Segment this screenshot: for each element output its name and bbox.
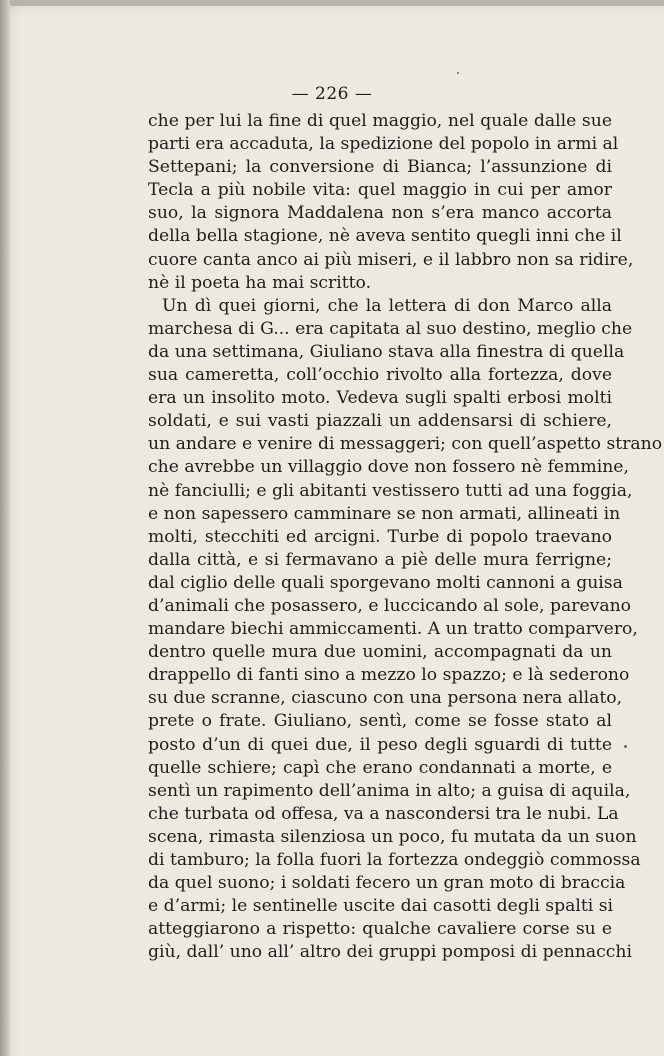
text-line: marchesa di G... era capitata al suo destino, meglio che [148,318,633,339]
text-line: era un insolito moto. Vedeva sugli spalti erbosi molti [148,388,612,409]
text-line: e d’armi; le sentinelle uscite dai casotti degli spalti si [148,896,614,917]
text-line: Settepani; la conversione di Bianca; l’assunzione di [148,157,612,178]
text-line: Tecla a più nobile vita: quel maggio in cui per amor [148,180,612,201]
text-line: giù, dall’ uno all’ altro dei gruppi pomposi di pennacchi [148,942,632,963]
text-line: sentì un rapimento dell’anima in alto; a guisa di aquila, [148,780,631,801]
text-line: Un dì quei giorni, che la lettera di don Marco alla [162,295,612,316]
text-line: d’animali che posassero, e luccicando al sole, parevano [148,595,632,616]
page-top-shadow [0,0,664,6]
text-line: molti, stecchiti ed arcigni. Turbe di popolo traevano [148,526,612,547]
text-line: da quel suono; i soldati fecero un gran moto di braccia [148,873,626,894]
text-line: posto d’un di quei due, il peso degli sguardi di tutte [148,734,612,755]
text-line: nè fanciulli; e gli abitanti vestissero tutti ad una foggia, [148,480,633,501]
text-line: della bella stagione, nè aveva sentito quegli inni che il [148,226,622,247]
text-line: dal ciglio delle quali sporgevano molti cannoni a guisa [148,572,623,593]
text-line: su due scranne, ciascuno con una persona nera allato, [148,688,623,709]
text-line: che turbata od offesa, va a nascondersi tra le nubi. La [148,803,619,824]
text-line: prete o frate. Giuliano, sentì, come se fosse stato al [148,711,612,732]
text-line: parti era accaduta, la spedizione del popolo in armi al [148,134,619,155]
text-line: scena, rimasta silenziosa un poco, fu mutata da un suon [148,826,637,847]
text-line: e non sapessero camminare se non armati, allineati in [148,503,621,524]
text-line: nè il poeta ha mai scritto. [148,272,372,293]
text-line: di tamburo; la folla fuori la fortezza ondeggiò commossa [148,850,641,870]
text-line: cuore canta anco ai più miseri, e il labbro non sa ridire, [148,249,634,270]
text-line: che per lui la fine di quel maggio, nel quale dalle sue [148,111,612,131]
text-line: mandare biechi ammiccamenti. A un tratto comparvero, [148,619,638,640]
text-line: dalla città, e si fermavano a piè delle mura ferrigne; [148,549,612,570]
page-binding-shadow [0,0,10,1056]
text-line: suo, la signora Maddalena non s’era manco accorta [148,203,612,224]
text-line: soldati, e sui vasti piazzali un addensarsi di schiere, [148,411,612,432]
text-line: quelle schiere; capì che erano condannati a morte, e [148,757,612,778]
paper-speck [624,745,627,748]
text-line: sua cameretta, coll’occhio rivolto alla fortezza, dove [148,365,612,386]
body-text [148,110,663,964]
text-line: atteggiarono a rispetto: qualche cavaliere corse su e [148,919,612,940]
text-line: drappello di fanti sino a mezzo lo spazzo; e là sederono [148,665,630,686]
page-number: — 226 — [291,84,373,104]
paper-speck [457,72,459,74]
text-line: da una settimana, Giuliano stava alla finestra di quella [148,341,625,362]
text-line: dentro quelle mura due uomini, accompagnati da un [148,642,612,663]
text-line: un andare e venire di messaggeri; con quell’aspetto strano [148,434,663,455]
text-line: che avrebbe un villaggio dove non fossero nè femmine, [148,457,629,478]
